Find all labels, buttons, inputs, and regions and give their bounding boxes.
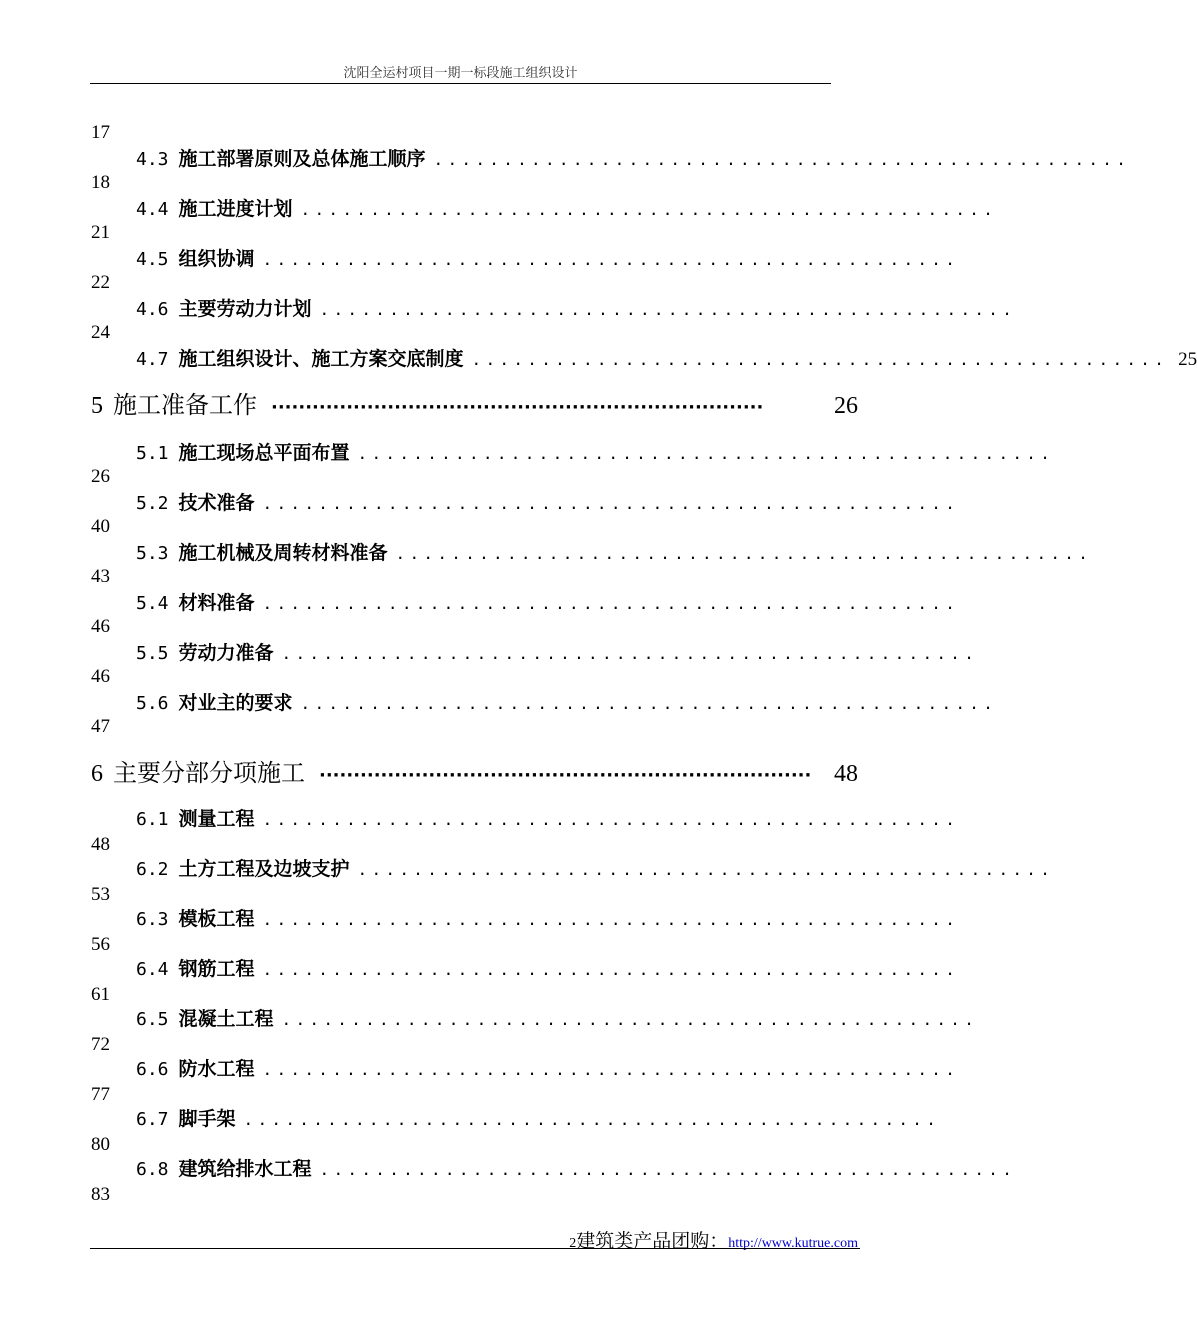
dot-leader: .................................................. [262,494,960,513]
section-title: 模板工程 [178,908,255,930]
section-title: 混凝土工程 [178,1008,274,1030]
toc-page-number: 48 [91,834,110,855]
section-title: 建筑给排水工程 [178,1158,312,1180]
toc-entry-4-7[interactable] [136,346,1197,372]
section-number: 5.5 [136,643,169,664]
toc-entry-5-4[interactable] [136,590,960,616]
toc-entry-4-5[interactable] [136,246,960,272]
toc-entry-4-6[interactable] [136,296,1017,322]
toc-entry-6-3[interactable] [136,906,960,932]
section-page: 25 [1178,349,1197,370]
dot-leader: .................................................. [243,1110,941,1129]
toc-entry-5-6[interactable] [136,690,998,716]
toc-chapter-5[interactable] [91,388,858,422]
dot-leader: .................................................. [433,150,1131,169]
chapter-number: 5 [91,393,103,419]
section-number: 6.2 [136,859,169,880]
dot-leader: .................................................. [300,200,998,219]
section-number: 6.3 [136,909,169,930]
section-number: 6.8 [136,1159,169,1180]
dot-leader: .................................................. [319,300,1017,319]
toc-entry-5-2[interactable] [136,490,960,516]
toc-page-number: 26 [91,466,110,487]
section-title: 施工组织设计、施工方案交底制度 [178,348,464,370]
section-title: 劳动力准备 [178,642,274,664]
footer-divider [90,1248,860,1249]
toc-page-number: 80 [91,1134,110,1155]
toc-entry-5-1[interactable] [136,440,1055,466]
toc-page-number: 17 [91,122,110,143]
toc-entry-6-2[interactable] [136,856,1055,882]
dot-leader: ········································································ [319,765,812,786]
dot-leader: .................................................. [395,544,1093,563]
section-number: 6.5 [136,1009,169,1030]
dot-leader: .................................................. [281,1010,979,1029]
dot-leader: .................................................. [262,250,960,269]
section-title: 主要劳动力计划 [178,298,312,320]
toc-entry-6-5[interactable] [136,1006,979,1032]
dot-leader: .................................................. [300,694,998,713]
toc-entry-5-3[interactable] [136,540,1093,566]
toc-entry-4-4[interactable] [136,196,998,222]
toc-page-number: 40 [91,516,110,537]
section-title: 钢筋工程 [178,958,255,980]
toc-page-number: 77 [91,1084,110,1105]
toc-page-number: 47 [91,716,110,737]
toc-entry-5-5[interactable] [136,640,979,666]
chapter-title: 主要分部分项施工 [113,759,305,787]
toc-page-number: 53 [91,884,110,905]
toc-page-number: 43 [91,566,110,587]
toc-entry-6-8[interactable] [136,1156,1017,1182]
toc-page-number: 83 [91,1184,110,1205]
footer-page-number: 2 [569,1236,577,1251]
dot-leader: .................................................. [262,1060,960,1079]
section-title: 测量工程 [178,808,255,830]
dot-leader: .................................................. [471,350,1169,369]
section-number: 6.1 [136,809,169,830]
section-title: 组织协调 [178,248,255,270]
dot-leader: ········································································ [271,397,764,418]
section-title: 施工机械及周转材料准备 [178,542,388,564]
section-title: 对业主的要求 [178,692,293,714]
toc-page-number: 56 [91,934,110,955]
toc-page-number: 61 [91,984,110,1005]
section-title: 土方工程及边坡支护 [178,858,350,880]
section-number: 5.3 [136,543,169,564]
toc-page-number: 22 [91,272,110,293]
dot-leader: .................................................. [357,860,1055,879]
section-number: 5.4 [136,593,169,614]
toc-entry-6-6[interactable] [136,1056,960,1082]
toc-page-number: 72 [91,1034,110,1055]
toc-page-number: 21 [91,222,110,243]
dot-leader: .................................................. [262,810,960,829]
chapter-number: 6 [91,761,103,787]
dot-leader: .................................................. [262,960,960,979]
section-title: 技术准备 [178,492,255,514]
section-number: 5.6 [136,693,169,714]
section-title: 施工进度计划 [178,198,293,220]
section-number: 4.4 [136,199,169,220]
dot-leader: .................................................. [319,1160,1017,1179]
footer-link[interactable]: http://www.kutrue.com [728,1236,858,1251]
section-number: 4.6 [136,299,169,320]
chapter-page: 26 [834,393,858,419]
toc-page-number: 18 [91,172,110,193]
section-number: 5.2 [136,493,169,514]
toc-entry-6-4[interactable] [136,956,960,982]
section-number: 4.7 [136,349,169,370]
footer-text: 建筑类产品团购： [576,1230,729,1252]
section-title: 脚手架 [178,1108,236,1130]
section-title: 施工现场总平面布置 [178,442,350,464]
section-title: 材料准备 [178,592,255,614]
section-number: 6.7 [136,1109,169,1130]
dot-leader: .................................................. [262,910,960,929]
section-number: 6.4 [136,959,169,980]
chapter-page: 48 [834,761,858,787]
section-title: 防水工程 [178,1058,255,1080]
dot-leader: .................................................. [262,594,960,613]
dot-leader: .................................................. [357,444,1055,463]
toc-page-number: 46 [91,616,110,637]
section-number: 4.3 [136,149,169,170]
toc-page-number: 46 [91,666,110,687]
page-header: 沈阳全运村项目一期一标段施工组织设计 [343,66,578,81]
toc-entry-4-3[interactable] [136,146,1131,172]
chapter-title: 施工准备工作 [113,391,257,419]
toc-page-number: 24 [91,322,110,343]
section-title: 施工部署原则及总体施工顺序 [178,148,426,170]
section-number: 5.1 [136,443,169,464]
section-number: 4.5 [136,249,169,270]
toc-entry-6-1[interactable] [136,806,960,832]
section-number: 6.6 [136,1059,169,1080]
toc-entry-6-7[interactable] [136,1106,941,1132]
toc-chapter-6[interactable] [91,756,858,790]
dot-leader: .................................................. [281,644,979,663]
